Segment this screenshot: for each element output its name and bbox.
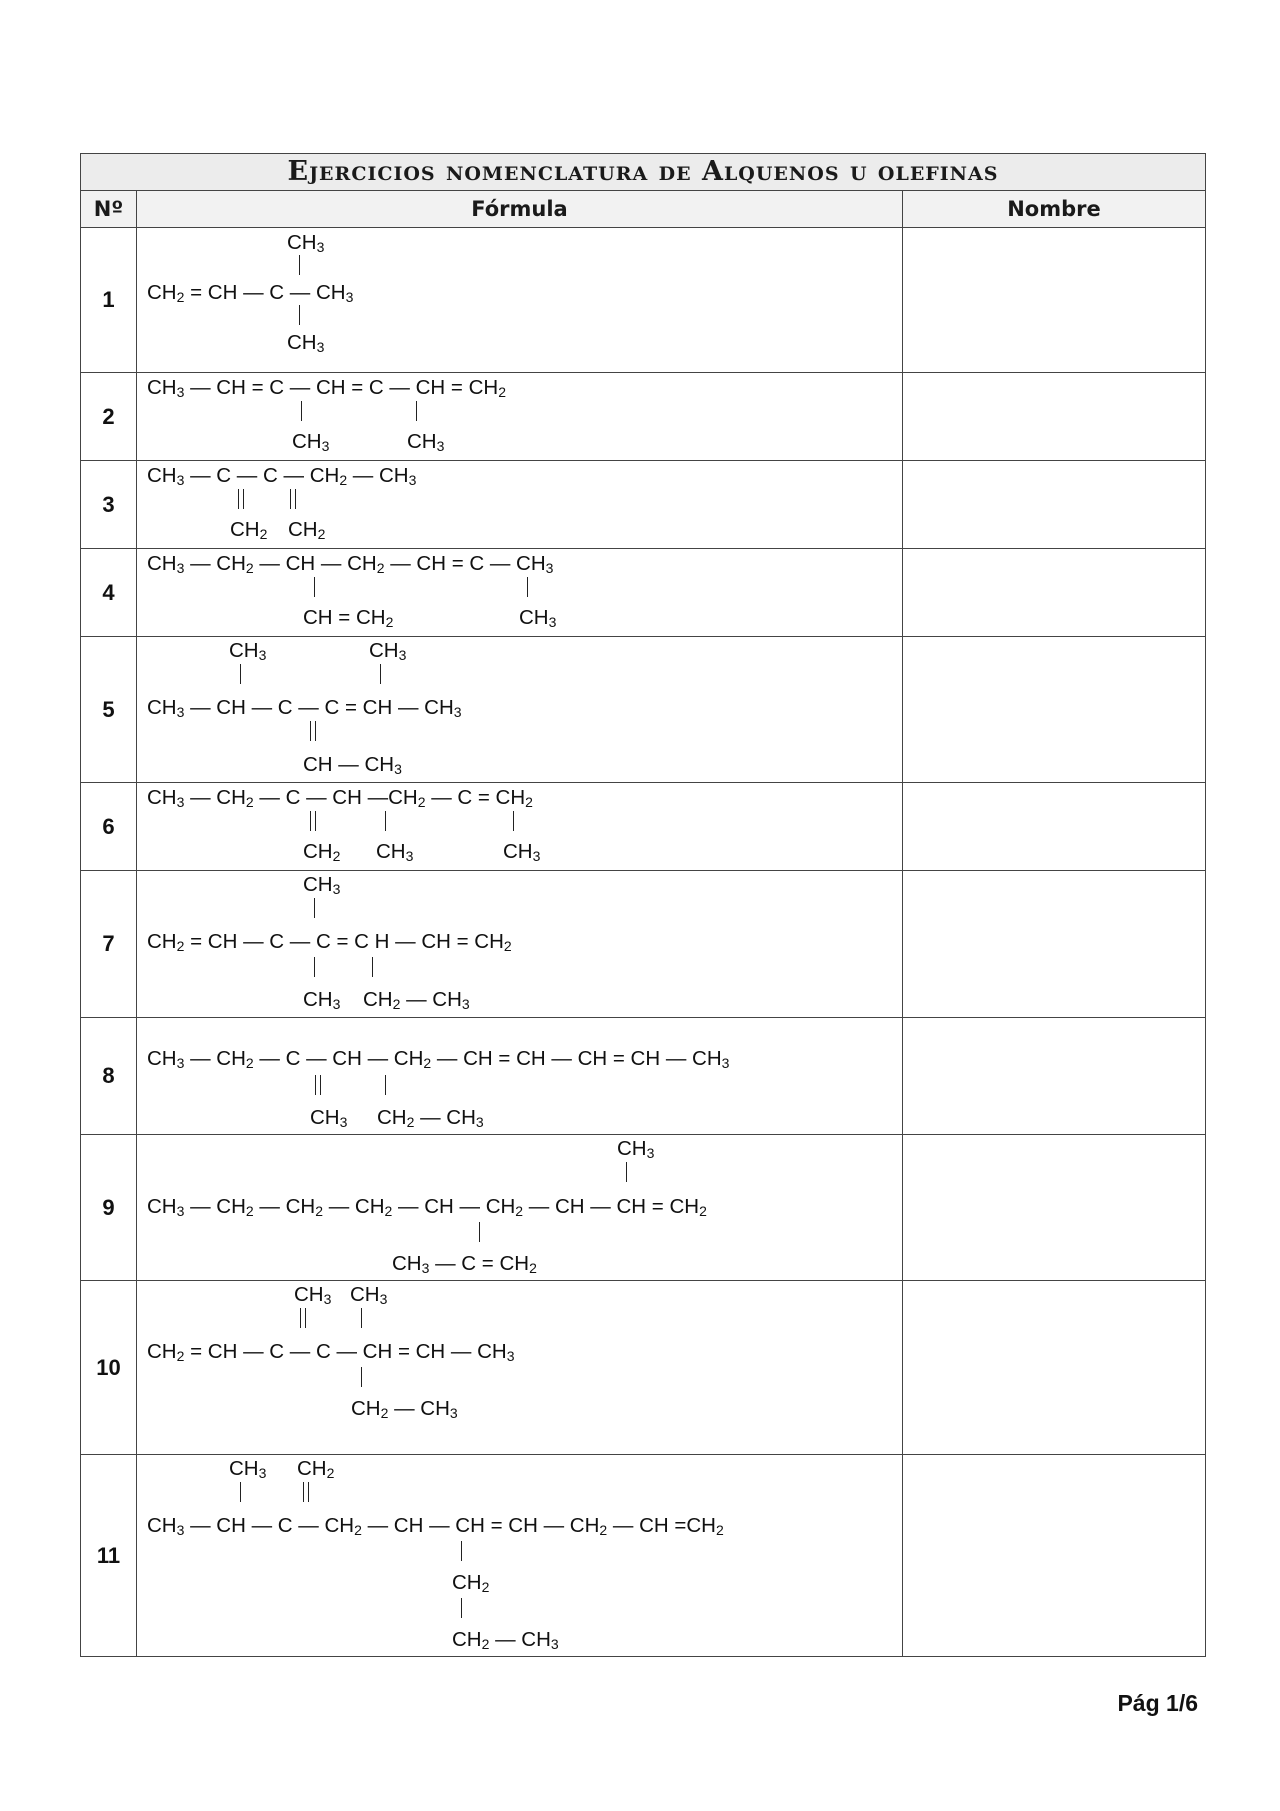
exercise-number: 3 bbox=[81, 461, 137, 549]
formula-line: $CH_3$ bbox=[519, 606, 557, 630]
exercise-number: 2 bbox=[81, 373, 137, 461]
formula-line: $CH_2$ bbox=[297, 1457, 335, 1481]
exercise-sheet bbox=[80, 153, 1205, 1657]
formula-line: $CH_2$ bbox=[303, 840, 341, 864]
formula-cell bbox=[137, 1018, 903, 1135]
page-number: Pág 1/6 bbox=[1117, 1690, 1198, 1716]
exercise-number: 6 bbox=[81, 783, 137, 871]
formula-cell bbox=[137, 461, 903, 549]
exercise-table bbox=[80, 153, 1206, 1657]
formula-line: $CH_2$ — $CH_3$ bbox=[351, 1397, 458, 1421]
single-bond-line bbox=[416, 401, 417, 421]
table-row bbox=[81, 1135, 1206, 1281]
formula-cell bbox=[137, 1281, 903, 1455]
structural-formula bbox=[137, 871, 902, 1017]
formula-line: $CH_3$ bbox=[292, 430, 330, 454]
formula-cell bbox=[137, 549, 903, 637]
formula-cell bbox=[137, 783, 903, 871]
formula-line: $CH_2$ = CH — C — C — CH = CH — $CH_3$ bbox=[147, 1340, 515, 1364]
exercise-number: 7 bbox=[81, 871, 137, 1018]
formula-line: CH — $CH_3$ bbox=[303, 753, 402, 777]
formula-line: $CH_3$ bbox=[407, 430, 445, 454]
formula-line: $CH_3$ — CH = C — CH = C — CH = $CH_2$ bbox=[147, 376, 507, 400]
name-answer-cell[interactable] bbox=[903, 549, 1206, 637]
formula-line: $CH_3$ — CH — C — C = CH — $CH_3$ bbox=[147, 696, 462, 720]
single-bond-line bbox=[240, 1482, 241, 1502]
single-bond-line bbox=[314, 898, 315, 918]
formula-line: $CH_3$ — $C = CH_2$ bbox=[392, 1252, 537, 1276]
formula-line: $CH_2$ bbox=[288, 518, 326, 542]
formula-cell bbox=[137, 1455, 903, 1657]
single-bond-line bbox=[527, 577, 528, 597]
exercise-number: 10 bbox=[81, 1281, 137, 1455]
formula-line: $CH_3$ bbox=[303, 988, 341, 1012]
single-bond-line bbox=[314, 577, 315, 597]
formula-line: $CH_3$ bbox=[229, 1457, 267, 1481]
formula-line: $CH_3$ bbox=[303, 873, 341, 897]
header-name: Nombre bbox=[903, 191, 1206, 228]
name-answer-cell[interactable] bbox=[903, 1135, 1206, 1281]
formula-line: $CH_2$ — $CH_3$ bbox=[452, 1628, 559, 1652]
table-row bbox=[81, 1281, 1206, 1455]
formula-line: $CH_3$ — C — C — $CH_2$ — $CH_3$ bbox=[147, 464, 417, 488]
formula-line: $CH_2$ — $CH_3$ bbox=[377, 1106, 484, 1130]
structural-formula bbox=[137, 549, 902, 636]
structural-formula bbox=[137, 1281, 902, 1454]
single-bond-line bbox=[240, 664, 241, 684]
formula-line: $CH_3$ bbox=[287, 231, 325, 255]
single-bond-line bbox=[385, 811, 386, 831]
table-row bbox=[81, 1455, 1206, 1657]
structural-formula bbox=[137, 1455, 902, 1656]
single-bond-line bbox=[299, 255, 300, 275]
double-bond-line bbox=[310, 811, 316, 831]
formula-line: $CH_3$ bbox=[287, 331, 325, 355]
header-formula: Fórmula bbox=[137, 191, 903, 228]
formula-line: $CH_3$ — $CH_2$ — C — CH — $CH_2$ — CH = CH — CH = CH — $CH_3$ bbox=[147, 1047, 730, 1071]
structural-formula bbox=[137, 373, 902, 460]
name-answer-cell[interactable] bbox=[903, 637, 1206, 783]
exercise-number: 5 bbox=[81, 637, 137, 783]
formula-line: $CH_2$ = CH — C — $CH_3$ bbox=[147, 281, 354, 305]
formula-line: $CH_3$ bbox=[350, 1283, 388, 1307]
sheet-title: Ejercicios nomenclatura de Alquenos u olefinas bbox=[81, 154, 1206, 191]
table-row bbox=[81, 549, 1206, 637]
single-bond-line bbox=[314, 957, 315, 977]
structural-formula bbox=[137, 1135, 902, 1280]
single-bond-line bbox=[461, 1541, 462, 1561]
formula-line: $CH_3$ — $CH_2$ — C — CH $—CH_2$ — $C = CH_2$ bbox=[147, 786, 533, 810]
single-bond-line bbox=[385, 1075, 386, 1095]
single-bond-line bbox=[361, 1367, 362, 1387]
double-bond-line bbox=[290, 489, 296, 509]
double-bond-line bbox=[238, 489, 244, 509]
formula-line: $CH_2$ bbox=[230, 518, 268, 542]
formula-line: $CH_3$ — $CH_2$ — CH — $CH_2$ — CH = C — $CH_3$ bbox=[147, 552, 554, 576]
formula-cell bbox=[137, 228, 903, 373]
single-bond-line bbox=[479, 1222, 480, 1242]
formula-line: $CH_2$ — $CH_3$ bbox=[363, 988, 470, 1012]
name-answer-cell[interactable] bbox=[903, 1018, 1206, 1135]
table-row bbox=[81, 228, 1206, 373]
name-answer-cell[interactable] bbox=[903, 783, 1206, 871]
name-answer-cell[interactable] bbox=[903, 871, 1206, 1018]
table-row bbox=[81, 1018, 1206, 1135]
double-bond-line bbox=[300, 1308, 306, 1328]
structural-formula bbox=[137, 228, 902, 372]
single-bond-line bbox=[461, 1598, 462, 1618]
double-bond-line bbox=[303, 1482, 309, 1502]
table-row bbox=[81, 637, 1206, 783]
formula-line: $CH_3$ bbox=[294, 1283, 332, 1307]
formula-line: $CH_2$ = CH — C — C = C H — CH = $CH_2$ bbox=[147, 930, 512, 954]
formula-cell bbox=[137, 1135, 903, 1281]
formula-cell bbox=[137, 637, 903, 783]
structural-formula bbox=[137, 461, 902, 548]
table-row bbox=[81, 871, 1206, 1018]
formula-line: $CH_3$ — CH — C — $CH_2$ — CH — CH = CH — $CH_2$ — CH $=CH_2$ bbox=[147, 1514, 724, 1538]
single-bond-line bbox=[372, 957, 373, 977]
table-row bbox=[81, 461, 1206, 549]
name-answer-cell[interactable] bbox=[903, 461, 1206, 549]
table-row bbox=[81, 373, 1206, 461]
exercise-number: 11 bbox=[81, 1455, 137, 1657]
formula-line: $CH_3$ — $CH_2$ — $CH_2$ — $CH_2$ — CH — $CH_2$ — CH — CH = $CH_2$ bbox=[147, 1195, 707, 1219]
name-answer-cell[interactable] bbox=[903, 373, 1206, 461]
single-bond-line bbox=[513, 811, 514, 831]
formula-line: CH = $CH_2$ bbox=[303, 606, 394, 630]
formula-cell bbox=[137, 871, 903, 1018]
exercise-number: 4 bbox=[81, 549, 137, 637]
structural-formula bbox=[137, 1018, 902, 1134]
table-row bbox=[81, 783, 1206, 871]
double-bond-line bbox=[310, 721, 316, 741]
exercise-number: 9 bbox=[81, 1135, 137, 1281]
name-answer-cell[interactable] bbox=[903, 1281, 1206, 1455]
formula-line: $CH_3$ bbox=[376, 840, 414, 864]
double-bond-line bbox=[315, 1075, 321, 1095]
name-answer-cell[interactable] bbox=[903, 228, 1206, 373]
formula-line: $CH_3$ bbox=[229, 639, 267, 663]
formula-line: $CH_2$ bbox=[452, 1571, 490, 1595]
header-num: Nº bbox=[81, 191, 137, 228]
single-bond-line bbox=[380, 664, 381, 684]
single-bond-line bbox=[301, 401, 302, 421]
single-bond-line bbox=[299, 305, 300, 325]
formula-line: $CH_3$ bbox=[503, 840, 541, 864]
single-bond-line bbox=[361, 1308, 362, 1328]
exercise-number: 8 bbox=[81, 1018, 137, 1135]
formula-cell bbox=[137, 373, 903, 461]
structural-formula bbox=[137, 783, 902, 870]
single-bond-line bbox=[626, 1162, 627, 1182]
formula-line: $CH_3$ bbox=[369, 639, 407, 663]
formula-line: $CH_3$ bbox=[617, 1137, 655, 1161]
structural-formula bbox=[137, 637, 902, 782]
exercise-number: 1 bbox=[81, 228, 137, 373]
formula-line: $CH_3$ bbox=[310, 1106, 348, 1130]
name-answer-cell[interactable] bbox=[903, 1455, 1206, 1657]
